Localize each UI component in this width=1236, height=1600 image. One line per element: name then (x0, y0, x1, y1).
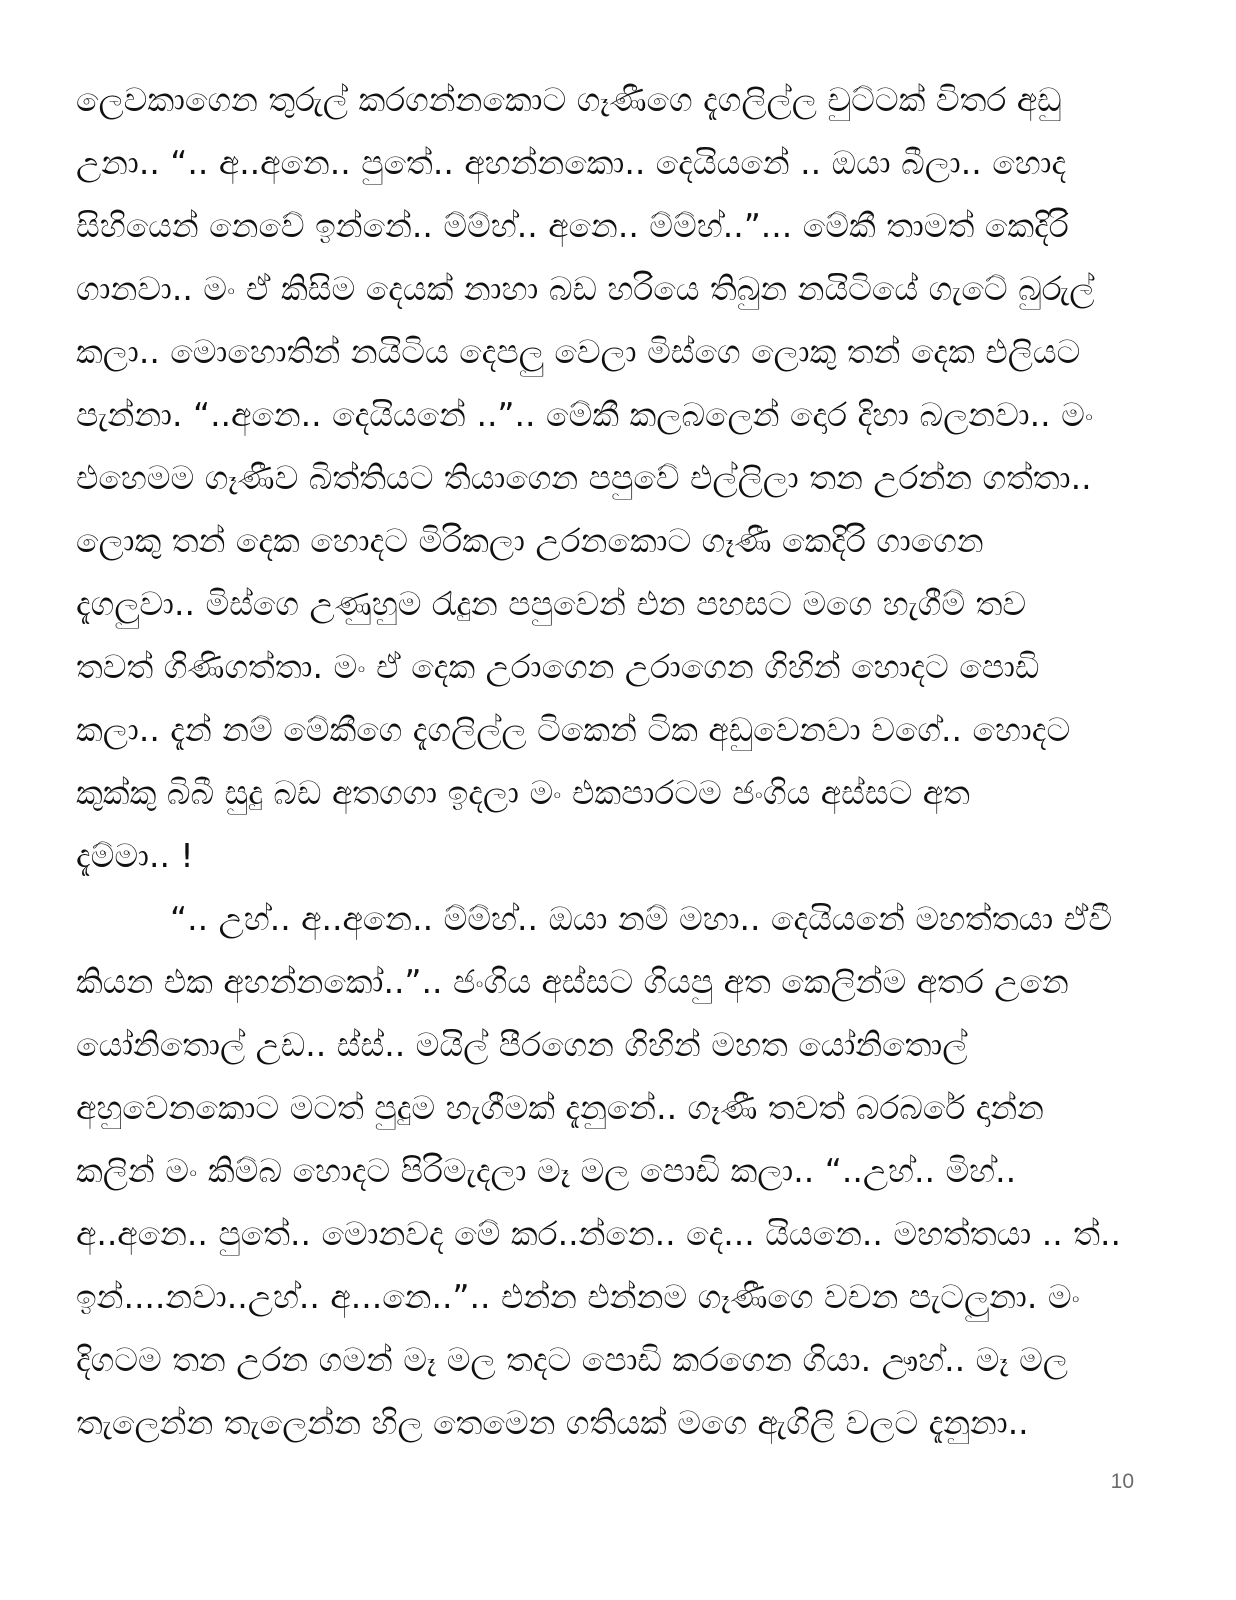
paragraph-1-line-9: දැගලුවා.. මිස්ගෙ උණුහුම රැදුන පපුවෙන් එන පහසට මගෙ හැගීම් තව (76, 584, 1027, 623)
paragraph-1-line-10: තවත් ගිණිගත්තා. මං ඒ දෙක උරාගෙන උරාගෙන ගිහින් හොදට පොඩි (76, 647, 1040, 686)
body-text (76, 68, 1166, 1454)
paragraph-2-line-2: කියන එක අහන්නකෝ..”.. ජංගිය අස්සට ගියපු අත කෙලින්ම අතර උනෙ (76, 962, 1069, 1001)
paragraph-1-line-6: පැන්නා. “..අනෙ.. දෙයියනේ ..”.. මේකී කලබලෙන් දොර දිහා බලනවා.. මං (76, 395, 1094, 434)
paragraph-1-line-8: ලොකු තන් දෙක හොදට මිරිකලා උරනකොට ගෑණී කෙදිරි ගාගෙන (76, 521, 984, 560)
paragraph-1-line-11: කලා.. දැන් නම් මේකීගෙ දැගලිල්ල ටිකෙන් ටික අඩුවෙනවා වගේ.. හොදට (76, 710, 1071, 749)
paragraph-2-line-1: “.. උහ්.. අ..අනෙ.. ම්ම්හ්.. ඔයා නම් මහා.. දෙයියනේ මහත්තයා ඒවී (170, 899, 1113, 938)
paragraph-2-line-6: අ..අනෙ.. පුතේ.. මොනවද මේ කර..න්නෙ.. දෙ... යියනෙ.. මහත්තයා .. ත්.. (76, 1214, 1121, 1253)
paragraph-2-line-9: තැලෙන්න තැලෙන්න හිල තෙමෙන ගතියක් මගෙ ඇගිලි වලට දැනුනා.. (76, 1403, 1029, 1442)
page-number: 10 (1110, 1470, 1134, 1493)
paragraph-1-line-5: කලා.. මොහොතින් නයිටිය දෙපලු වෙලා මිස්ගෙ ලොකු තන් දෙක එලියට (76, 332, 1081, 371)
paragraph-2-line-8: දිගටම තන උරන ගමන් මෑ මල තදට පොඩි කරගෙන ගියා. ඌහ්.. මෑ මල (76, 1340, 1068, 1379)
paragraph-2-line-7: ඉන්....නවා..උහ්.. අ...නෙ..”.. එන්න එන්නම ගෑණීගෙ වචන පැටලුනා. මං (76, 1277, 1080, 1316)
paragraph-2-line-5: කලින් මං කිම්බ හොදට පිරිමැදලා මෑ මල පොඩි කලා.. “..උහ්.. මිහ්.. (76, 1151, 1017, 1190)
paragraph-1-line-1: ලෙවකාගෙන තුරුල් කරගන්නකොට ගෑණීගෙ දැගලිල්ල චුට්ටක් විතර අඩු (76, 80, 1062, 119)
paragraph-1-line-12: කුක්කු බිබී සුදු බඩ අතගගා ඉදලා මං එකපාරටම ජංගිය අස්සට අත (76, 773, 970, 812)
paragraph-1-line-7: එහෙමම ගෑණීව බිත්තියට තියාගෙන පපුවේ එල්ලිලා තන උරන්න ගත්තා.. (76, 458, 1092, 497)
paragraph-2-line-4: අහුවෙනකොට මටත් පුදුම හැගීමක් දැනුනේ.. ගෑණී තවත් බරබරේ දාන්න (76, 1088, 1044, 1127)
paragraph-1-line-13: දැම්මා.. ! (76, 836, 194, 875)
paragraph-2-line-3: යෝනිතොල් උඩ.. ස්ස්.. මයිල් පීරගෙන ගිහින් මහත යෝනිතොල් (76, 1025, 968, 1064)
paragraph-1-line-2: උනා.. “.. අ..අනෙ.. පුතේ.. අහන්නකො.. දෙයියනේ .. ඔයා බීලා.. හොද (76, 143, 1067, 182)
paragraph-1-line-4: ගානවා.. මං ඒ කිසිම දෙයක් නාහා බඩ හරියෙ තිබුන නයිටියේ ගැටේ බුරුල් (76, 269, 1095, 308)
paragraph-1-line-3: සිහියෙන් නෙවේ ඉන්නේ.. ම්ම්හ්.. අනෙ.. ම්ම්හ්..”... මේකී තාමත් කෙදිරි (76, 206, 1069, 245)
